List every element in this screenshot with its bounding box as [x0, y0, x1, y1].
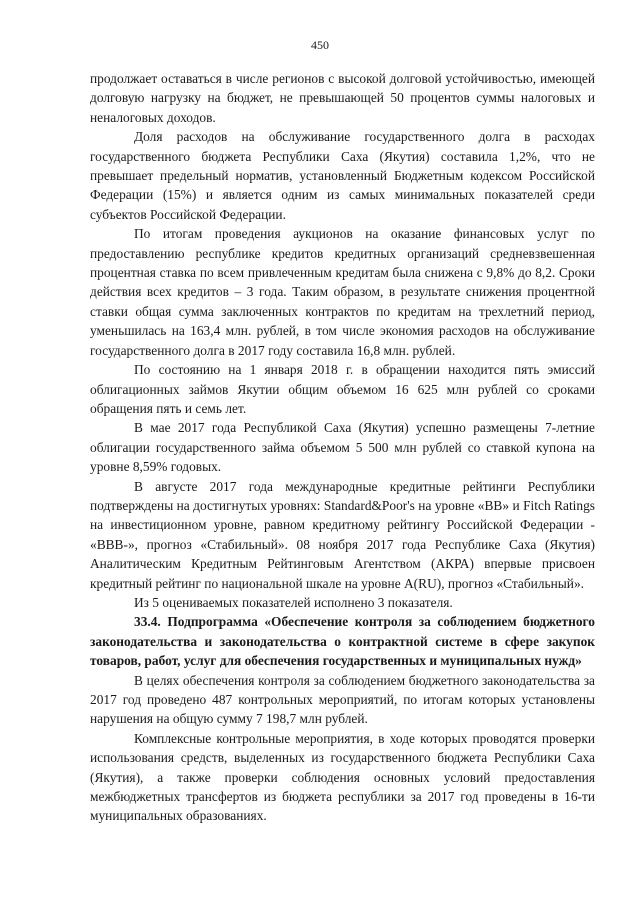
paragraph-complex-inspections: Комплексные контрольные мероприятия, в ходе которых проводятся проверки использования средств, выделенных из государственного бюджета Республики Саха (Якутия), а также проверки соблюдения основных условий предоставления межбюджетных трансфертов из бюджета республики за 2017 год проведены в 16-ти муниципальных образованиях.	[90, 730, 595, 824]
paragraph-auction-results: По итогам проведения аукционов на оказание финансовых услуг по предоставлению республике кредитов кредитных организаций средневзвешенная процентная ставка по всем привлеченным кредитам была снижена с 9,8% до 8,2. Сроки действия всех кредитов – 3 года. Таким образом, в результате снижения процентной ставки общая сумма заключенных контрактов по кредитам на трехлетний период, уменьшилась на 163,4 млн. рублей, в том числе экономия расходов на обслуживание государственного долга в 2017 году составила 16,8 млн. рублей.	[90, 226, 595, 358]
page-number: 450	[311, 38, 329, 52]
paragraph-credit-ratings: В августе 2017 года международные кредитные рейтинги Республики подтверждены на достигнутых уровнях: Standard&Poor's на уровне «BB» и Fitch Ratings на инвестиционном уровне, равном кредитному рейтингу Российской Федерации - «BBB-», прогноз «Стабильный». 08 ноября 2017 года Республике Саха (Якутия) Аналитическим Кредитным Рейтинговым Агентством (АКРА) впервые присвоен кредитный рейтинг по национальной шкале на уровне A(RU), прогноз «Стабильный».	[90, 478, 595, 591]
paragraph-debt-service-share: Доля расходов на обслуживание государственного долга в расходах государственного бюджета Республики Саха (Якутия) составила 1,2%, что не превышает предельный норматив, установленный Бюджетным кодексом Российской Федерации (15%) и является одним из самых минимальных показателей среди субъектов Российской Федерации.	[90, 129, 595, 222]
paragraph-bond-issues: По состоянию на 1 января 2018 г. в обращении находится пять эмиссий облигационных займов Якутии общим объемом 16 625 млн рублей со сроками обращения пять и семь лет.	[90, 362, 595, 416]
paragraph-continued: продолжает оставаться в числе регионов с высокой долговой устойчивостью, имеющей долговую нагрузку на бюджет, не превышающей 50 процентов суммы налоговых и неналоговых доходов.	[90, 71, 595, 125]
paragraph-control-measures: В целях обеспечения контроля за соблюдением бюджетного законодательства за 2017 год проведено 487 контрольных мероприятий, по итогам которых установлены нарушения на общую сумму 7 198,7 млн рублей.	[90, 672, 595, 727]
document-body	[90, 69, 595, 826]
section-heading-33-4: 33.4. Подпрограмма «Обеспечение контроля за соблюдением бюджетного законодательства и законодательства о контрактной системе в сфере закупок товаров, работ, услуг для обеспечения государственных и муниципальных нужд»	[90, 614, 595, 669]
paragraph-may-bonds: В мае 2017 года Республикой Саха (Якутия) успешно размещены 7-летние облигации государственного займа объемом 5 500 млн рублей со ставкой купона на уровне 8,59% годовых.	[90, 420, 595, 475]
paragraph-indicators: Из 5 оцениваемых показателей исполнено 3 показателя.	[134, 594, 453, 610]
